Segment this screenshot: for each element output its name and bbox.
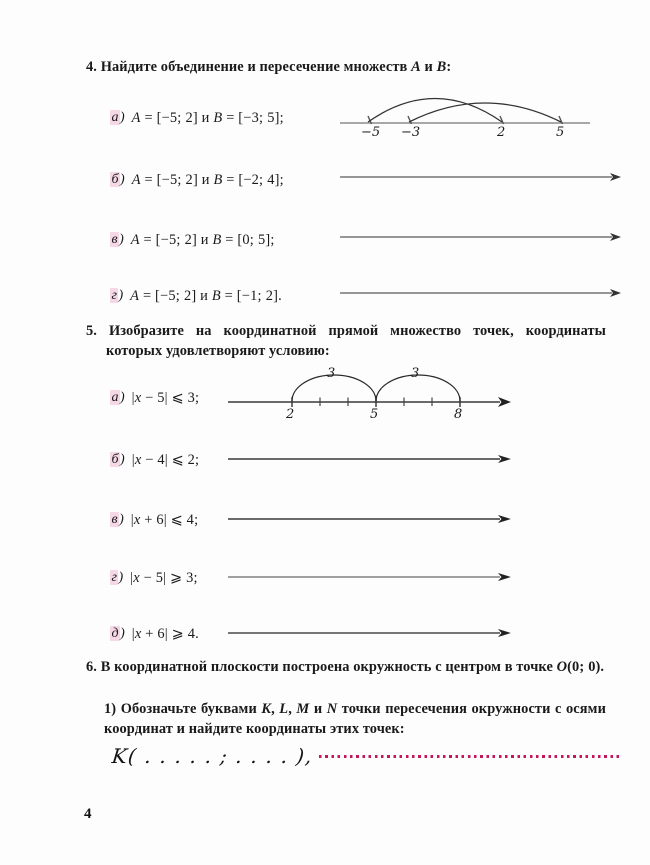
number-line-5a bbox=[228, 366, 512, 422]
svg-text:5: 5 bbox=[556, 125, 565, 140]
item-formula-g: A = [−5; 2] и B = [−1; 2]. bbox=[130, 287, 282, 304]
svg-text:8: 8 bbox=[454, 407, 463, 422]
task-6-text: В координатной плоскости построена окружность с центром в точке O(0; 0). bbox=[100, 659, 605, 675]
item-label-5a: а ) bbox=[111, 390, 125, 405]
item-formula-5v: |x + 6| ⩽ 4; bbox=[130, 511, 199, 528]
number-line-5d-blank bbox=[228, 626, 512, 640]
number-line-4g-blank bbox=[340, 286, 622, 300]
task-6-subtask-1 bbox=[104, 700, 606, 740]
task-4-item-v bbox=[110, 228, 275, 252]
item-label-v: в ) bbox=[111, 232, 124, 247]
svg-text:−5: −5 bbox=[361, 125, 381, 140]
item-label-5b: б ) bbox=[111, 452, 125, 467]
answer-handwriting-k: K( . . . . . ; . . . . ), bbox=[110, 744, 315, 768]
task-6-heading bbox=[86, 658, 606, 678]
svg-text:2: 2 bbox=[286, 407, 295, 422]
task-4-item-b bbox=[110, 168, 284, 192]
number-line-4b-blank bbox=[340, 170, 622, 184]
task-5-item-v bbox=[110, 508, 198, 532]
task-6-answer-row[interactable] bbox=[112, 744, 621, 768]
svg-text:3: 3 bbox=[327, 366, 336, 381]
task-5-heading bbox=[86, 322, 606, 362]
svg-text:3: 3 bbox=[411, 366, 420, 381]
svg-text:5: 5 bbox=[370, 407, 379, 422]
item-formula-5a: |x − 5| ⩽ 3; bbox=[131, 389, 200, 406]
number-line-5g-blank bbox=[228, 570, 512, 584]
answer-dotted-line[interactable] bbox=[319, 754, 621, 758]
task-5-item-d bbox=[110, 622, 199, 646]
number-line-4v-blank bbox=[340, 230, 622, 244]
task-5-item-g bbox=[110, 566, 198, 590]
item-formula-5g: |x − 5| ⩾ 3; bbox=[130, 569, 198, 586]
item-formula-v: A = [−5; 2] и B = [0; 5]; bbox=[130, 231, 275, 248]
task-4-item-g bbox=[110, 284, 282, 308]
page-number: 4 bbox=[84, 806, 92, 822]
task-5-item-b bbox=[110, 448, 199, 472]
task-4-text: Найдите объединение и пересечение множеств A и B: bbox=[100, 59, 452, 75]
svg-text:2: 2 bbox=[497, 125, 506, 140]
item-label-b: б ) bbox=[111, 172, 125, 187]
item-label-a: а ) bbox=[111, 110, 125, 125]
item-formula-5d: |x + 6| ⩾ 4. bbox=[131, 625, 199, 642]
item-formula-b: A = [−5; 2] и B = [−2; 4]; bbox=[131, 171, 284, 188]
item-label-5d: д ) bbox=[111, 626, 125, 641]
item-label-g: г ) bbox=[111, 288, 124, 303]
item-label-5g: г ) bbox=[111, 570, 124, 585]
task-4-number: 4. bbox=[86, 59, 97, 75]
task-6-number: 6. bbox=[86, 659, 97, 675]
number-line-4a bbox=[340, 88, 590, 140]
item-formula-5b: |x − 4| ⩽ 2; bbox=[131, 451, 200, 468]
number-line-5v-blank bbox=[228, 512, 512, 526]
number-line-5b-blank bbox=[228, 452, 512, 466]
task-4-item-a bbox=[110, 106, 284, 130]
task-5-item-a bbox=[110, 386, 199, 410]
item-formula-a: A = [−5; 2] и B = [−3; 5]; bbox=[131, 109, 284, 126]
task-5-text: Изобразите на координатной прямой множество точек, координаты которых удовлетворяют условию: bbox=[106, 323, 606, 359]
task-4-heading bbox=[86, 58, 606, 78]
item-label-5v: в ) bbox=[111, 512, 124, 527]
svg-text:−3: −3 bbox=[401, 125, 421, 140]
task-5-number: 5. bbox=[86, 323, 97, 339]
task-6-subtask-text: 1) Обозначьте буквами K, L, M и N точки пересечения окружности с осями координат и найдите координаты этих точек: bbox=[104, 701, 606, 737]
